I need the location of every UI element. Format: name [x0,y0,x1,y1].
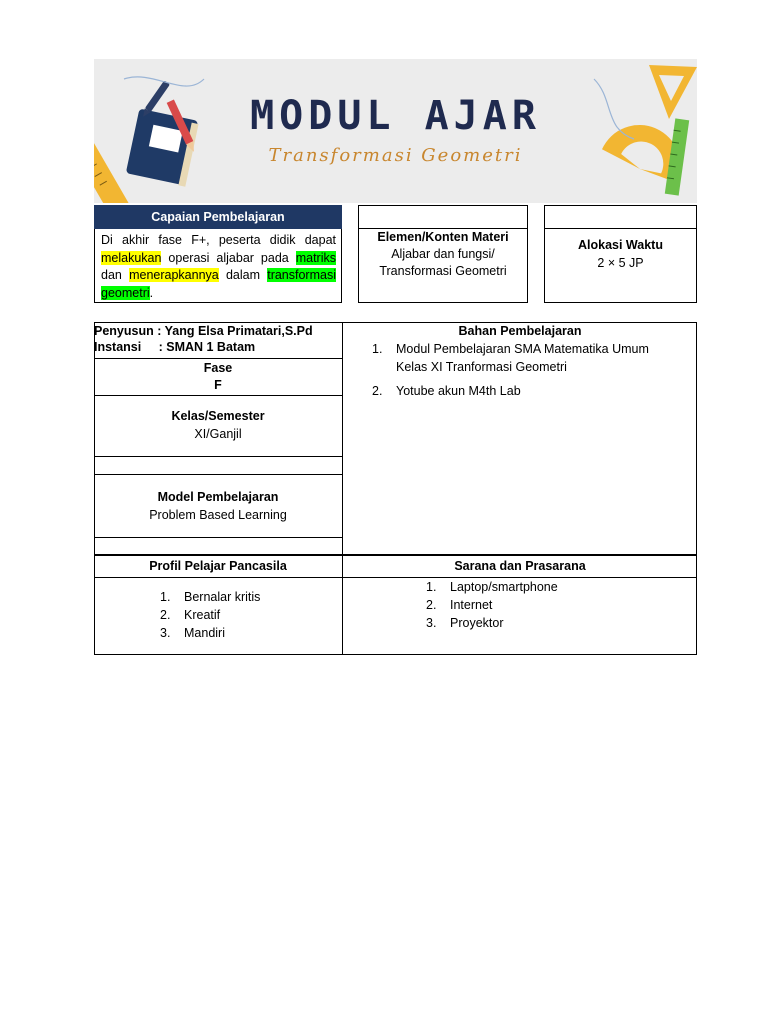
capaian-text-4: dalam [218,268,260,282]
banner-subtitle: Transformasi Geometri [268,145,523,166]
profil-item-2-number: 2. [160,608,171,622]
elemen-top-box [358,205,528,229]
alokasi-top-box [544,205,697,229]
profil-item-3-number: 3. [160,626,171,640]
sarana-item-1 [426,578,686,596]
sarana-item-3 [426,614,686,632]
kelas-label: Kelas/Semester [171,409,265,423]
capaian-text [101,232,336,302]
alokasi-box [544,229,697,303]
row-divider-4 [94,474,342,475]
capaian-text-2: operasi aljabar pada [161,250,289,265]
capaian-text-3: dan [101,268,130,282]
elemen-value-line2: Transformasi Geometri [379,264,507,278]
capaian-box [94,229,342,303]
profil-item-2-text: Kreatif [184,608,221,622]
sarana-item-1-number: 1. [426,580,437,594]
kelas-value: XI/Ganjil [194,427,242,441]
capaian-text-5: . [149,285,154,300]
bahan-item-2-line1: Yotube akun M4th Lab [396,384,521,398]
profil-item-1-number: 1. [160,590,171,604]
info-block [94,323,342,355]
fase-label: Fase [203,361,233,375]
sarana-list [426,578,686,632]
elemen-value-line1: Aljabar dan fungsi/ [391,247,495,261]
alokasi-value: 2 × 5 JP [597,256,644,270]
elemen-box [358,229,528,303]
banner-title: MODUL AJAR [250,93,541,139]
model-label: Model Pembelajaran [157,490,279,504]
profil-header: Profil Pelajar Pancasila [149,559,287,573]
alokasi-label: Alokasi Waktu [578,238,663,252]
sarana-item-1-text: Laptop/smartphone [450,580,558,594]
penyusun-text: Penyusun : Yang Elsa Primatari,S.Pd [94,324,313,338]
sarana-item-2 [426,596,686,614]
highlight-transformasi: transformasi geometri [101,268,336,300]
capaian-header: Capaian Pembelajaran [94,205,342,229]
highlight-matriks: matriks [295,250,336,265]
profil-list [160,588,330,642]
row-divider-5 [94,537,342,538]
sarana-item-2-text: Internet [450,598,493,612]
profil-item-3 [160,624,330,642]
bahan-list [372,340,692,400]
bahan-header: Bahan Pembelajaran [458,324,582,338]
bahan-item-2 [372,382,692,400]
profil-item-1-text: Bernalar kritis [184,590,261,604]
bahan-item-1-line1: Modul Pembelajaran SMA Matematika Umum [396,342,649,356]
bahan-item-1-number: 1. [372,342,383,356]
sarana-header: Sarana dan Prasarana [454,559,586,573]
fase-value: F [214,378,222,392]
sarana-item-3-number: 3. [426,616,437,630]
model-value: Problem Based Learning [149,508,287,522]
capaian-text-1: Di akhir fase F+, peserta didik dapat [101,233,336,247]
profil-item-3-text: Mandiri [184,626,225,640]
row-divider-1 [94,358,342,359]
sarana-item-2-number: 2. [426,598,437,612]
elemen-label: Elemen/Konten Materi [377,230,509,244]
instansi-text: Instansi : SMAN 1 Batam [94,340,256,354]
bahan-item-1 [372,340,692,376]
row-divider-2 [94,395,342,396]
highlight-menerapkannya: menerapkannya [129,268,219,282]
sarana-item-3-text: Proyektor [450,616,504,630]
profil-item-1 [160,588,330,606]
bahan-item-1-line2: Kelas XI Tranformasi Geometri [396,360,567,374]
profil-item-2 [160,606,330,624]
banner [94,59,697,203]
highlight-melakukan: melakukan [101,250,162,265]
bahan-item-2-number: 2. [372,384,383,398]
row-divider-3 [94,456,342,457]
